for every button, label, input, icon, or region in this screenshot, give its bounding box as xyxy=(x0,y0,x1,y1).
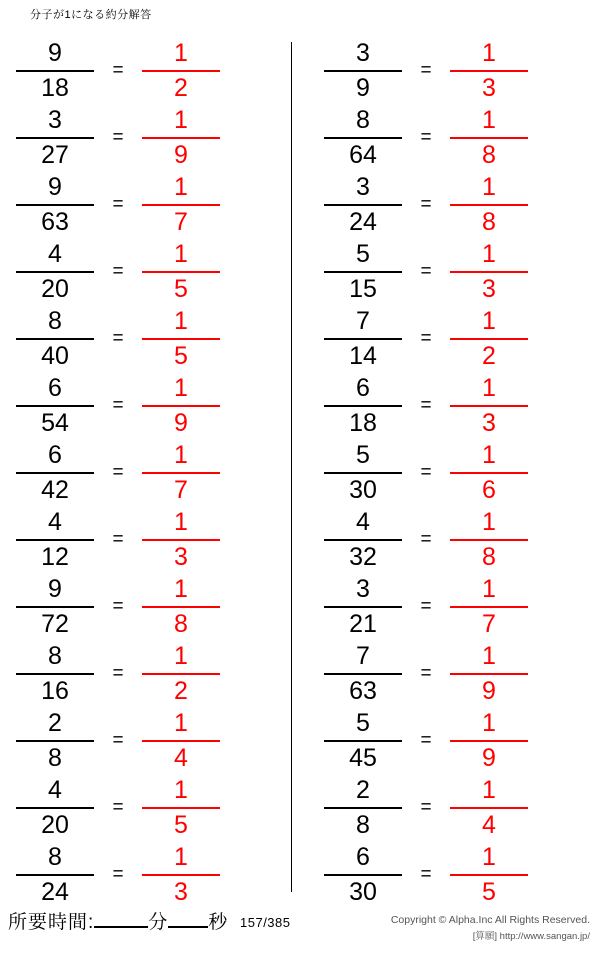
fraction-bar xyxy=(324,606,402,608)
answer-denominator: 6 xyxy=(482,475,496,504)
numerator: 3 xyxy=(356,39,370,68)
numerator: 8 xyxy=(48,307,62,336)
numerator: 4 xyxy=(48,240,62,269)
fraction-bar xyxy=(16,70,94,72)
fraction-bar xyxy=(16,740,94,742)
answer-numerator: 1 xyxy=(482,842,496,871)
fraction-bar xyxy=(324,472,402,474)
answer-fraction xyxy=(136,708,226,772)
numerator: 9 xyxy=(48,39,62,68)
numerator: 5 xyxy=(356,708,370,737)
denominator: 30 xyxy=(349,475,377,504)
elapsed-time-label: 所要時間: xyxy=(8,912,95,933)
denominator: 24 xyxy=(349,208,377,237)
problem-fraction xyxy=(318,574,408,638)
page-number: 157/385 xyxy=(240,915,291,930)
answer-fraction xyxy=(444,376,534,436)
denominator: 8 xyxy=(48,743,62,772)
answer-fraction xyxy=(136,775,226,839)
elapsed-time-field xyxy=(8,907,228,934)
problem-fraction xyxy=(318,708,408,772)
answer-fraction xyxy=(444,775,534,839)
answer-numerator: 1 xyxy=(174,173,188,202)
fraction-bar xyxy=(16,338,94,340)
problem-row xyxy=(318,440,600,507)
answer-fraction-bar xyxy=(142,539,220,541)
answer-fraction-bar xyxy=(450,606,528,608)
fraction-bar xyxy=(16,539,94,541)
numerator: 3 xyxy=(356,574,370,603)
denominator: 9 xyxy=(356,74,370,103)
denominator: 27 xyxy=(41,141,69,170)
answer-fraction xyxy=(444,242,534,302)
problem-row xyxy=(10,373,300,440)
answer-fraction xyxy=(136,440,226,504)
problem-row xyxy=(318,239,600,306)
answer-denominator: 9 xyxy=(482,676,496,705)
numerator: 4 xyxy=(48,775,62,804)
numerator: 8 xyxy=(356,106,370,135)
problem-columns xyxy=(0,38,600,908)
denominator: 16 xyxy=(41,676,69,705)
answer-fraction xyxy=(136,175,226,235)
answer-numerator: 1 xyxy=(174,842,188,871)
answer-denominator: 7 xyxy=(174,208,188,237)
equals-sign: = xyxy=(420,461,432,483)
answer-numerator: 1 xyxy=(174,775,188,804)
equals-sign: = xyxy=(112,528,124,550)
problem-fraction xyxy=(318,242,408,302)
answer-denominator: 8 xyxy=(482,208,496,237)
problem-row xyxy=(10,774,300,841)
problem-row xyxy=(318,38,600,105)
answer-fraction-bar xyxy=(450,740,528,742)
answer-numerator: 1 xyxy=(174,708,188,737)
equals-sign: = xyxy=(112,863,124,885)
answer-fraction-bar xyxy=(450,204,528,206)
numerator: 4 xyxy=(48,507,62,536)
answer-fraction-bar xyxy=(142,271,220,273)
problem-row xyxy=(10,38,300,105)
numerator: 6 xyxy=(356,374,370,403)
denominator: 72 xyxy=(41,609,69,638)
denominator: 18 xyxy=(349,409,377,438)
equals-sign: = xyxy=(420,796,432,818)
problem-fraction xyxy=(10,175,100,235)
answer-numerator: 1 xyxy=(174,240,188,269)
answer-fraction xyxy=(444,309,534,369)
problem-row xyxy=(10,640,300,707)
answer-fraction-bar xyxy=(142,70,220,72)
answer-fraction xyxy=(444,175,534,235)
fraction-bar xyxy=(324,740,402,742)
page-title: 分子が1になる約分解答 xyxy=(30,9,152,21)
denominator: 63 xyxy=(41,208,69,237)
problem-fraction xyxy=(318,108,408,168)
answer-fraction-bar xyxy=(142,405,220,407)
answer-fraction-bar xyxy=(450,271,528,273)
answer-fraction-bar xyxy=(142,204,220,206)
problem-row xyxy=(318,707,600,774)
equals-sign: = xyxy=(420,395,432,417)
fraction-bar xyxy=(324,137,402,139)
answer-denominator: 2 xyxy=(174,74,188,103)
equals-sign: = xyxy=(420,127,432,149)
answer-fraction xyxy=(444,507,534,571)
fraction-bar xyxy=(324,70,402,72)
denominator: 40 xyxy=(41,342,69,371)
answer-fraction xyxy=(444,41,534,101)
equals-sign: = xyxy=(420,328,432,350)
answer-denominator: 7 xyxy=(174,475,188,504)
fraction-bar xyxy=(324,405,402,407)
denominator: 54 xyxy=(41,409,69,438)
denominator: 64 xyxy=(349,141,377,170)
answer-denominator: 3 xyxy=(482,275,496,304)
minutes-unit: 分 xyxy=(148,912,169,933)
copyright-text: Copyright © Alpha.Inc All Rights Reserved. xyxy=(390,914,590,926)
fraction-bar xyxy=(324,539,402,541)
minutes-blank xyxy=(94,926,148,928)
problem-row xyxy=(10,440,300,507)
denominator: 20 xyxy=(41,275,69,304)
answer-fraction-bar xyxy=(450,70,528,72)
answer-denominator: 8 xyxy=(482,141,496,170)
answer-denominator: 7 xyxy=(482,609,496,638)
problem-fraction xyxy=(10,108,100,168)
equals-sign: = xyxy=(420,863,432,885)
answer-numerator: 1 xyxy=(174,507,188,536)
answer-fraction-bar xyxy=(450,539,528,541)
problem-row xyxy=(10,707,300,774)
denominator: 20 xyxy=(41,810,69,839)
fraction-bar xyxy=(324,338,402,340)
answer-fraction xyxy=(136,108,226,168)
problem-fraction xyxy=(318,641,408,705)
equals-sign: = xyxy=(112,729,124,751)
equals-sign: = xyxy=(112,60,124,82)
numerator: 8 xyxy=(48,842,62,871)
problem-column-left xyxy=(0,38,300,908)
answer-numerator: 1 xyxy=(482,574,496,603)
problem-row xyxy=(318,172,600,239)
answer-fraction-bar xyxy=(142,740,220,742)
equals-sign: = xyxy=(420,528,432,550)
answer-denominator: 9 xyxy=(174,141,188,170)
equals-sign: = xyxy=(112,595,124,617)
problem-fraction xyxy=(10,708,100,772)
answer-fraction xyxy=(136,41,226,101)
problem-row xyxy=(318,373,600,440)
fraction-bar xyxy=(324,874,402,876)
problem-fraction xyxy=(10,775,100,839)
answer-fraction xyxy=(444,440,534,504)
numerator: 6 xyxy=(48,440,62,469)
seconds-unit: 秒 xyxy=(208,912,229,933)
problem-row xyxy=(10,841,300,908)
answer-fraction xyxy=(136,242,226,302)
problem-fraction xyxy=(318,376,408,436)
answer-denominator: 8 xyxy=(174,609,188,638)
answer-fraction-bar xyxy=(142,673,220,675)
problem-row xyxy=(318,573,600,640)
answer-numerator: 1 xyxy=(482,708,496,737)
numerator: 6 xyxy=(48,374,62,403)
answer-numerator: 1 xyxy=(174,39,188,68)
equals-sign: = xyxy=(420,261,432,283)
answer-fraction-bar xyxy=(142,874,220,876)
problem-row xyxy=(10,506,300,573)
answer-numerator: 1 xyxy=(482,641,496,670)
problem-row xyxy=(318,506,600,573)
equals-sign: = xyxy=(112,395,124,417)
equals-sign: = xyxy=(112,328,124,350)
answer-numerator: 1 xyxy=(482,240,496,269)
answer-denominator: 8 xyxy=(482,542,496,571)
answer-fraction-bar xyxy=(450,874,528,876)
denominator: 12 xyxy=(41,542,69,571)
denominator: 15 xyxy=(349,275,377,304)
denominator: 18 xyxy=(41,74,69,103)
fraction-bar xyxy=(324,807,402,809)
answer-numerator: 1 xyxy=(482,106,496,135)
fraction-bar xyxy=(324,673,402,675)
answer-numerator: 1 xyxy=(174,106,188,135)
denominator: 14 xyxy=(349,342,377,371)
answer-numerator: 1 xyxy=(482,440,496,469)
equals-sign: = xyxy=(420,60,432,82)
problem-column-right xyxy=(300,38,600,908)
problem-fraction xyxy=(10,842,100,906)
answer-numerator: 1 xyxy=(482,507,496,536)
answer-fraction-bar xyxy=(450,405,528,407)
numerator: 5 xyxy=(356,240,370,269)
fraction-bar xyxy=(16,807,94,809)
answer-denominator: 4 xyxy=(174,743,188,772)
answer-numerator: 1 xyxy=(482,39,496,68)
answer-fraction xyxy=(136,641,226,705)
problem-row xyxy=(318,105,600,172)
seconds-blank xyxy=(168,926,208,928)
numerator: 8 xyxy=(48,641,62,670)
problem-fraction xyxy=(318,775,408,839)
answer-fraction-bar xyxy=(142,137,220,139)
answer-fraction-bar xyxy=(142,807,220,809)
answer-numerator: 1 xyxy=(174,307,188,336)
numerator: 9 xyxy=(48,173,62,202)
answer-fraction xyxy=(444,574,534,638)
problem-fraction xyxy=(318,309,408,369)
answer-denominator: 5 xyxy=(174,810,188,839)
problem-row xyxy=(10,306,300,373)
numerator: 3 xyxy=(356,173,370,202)
fraction-bar xyxy=(16,472,94,474)
numerator: 3 xyxy=(48,106,62,135)
answer-numerator: 1 xyxy=(174,440,188,469)
answer-denominator: 3 xyxy=(174,877,188,906)
denominator: 21 xyxy=(349,609,377,638)
answer-numerator: 1 xyxy=(482,173,496,202)
numerator: 5 xyxy=(356,440,370,469)
equals-sign: = xyxy=(112,194,124,216)
fraction-bar xyxy=(16,673,94,675)
answer-fraction-bar xyxy=(450,673,528,675)
numerator: 7 xyxy=(356,307,370,336)
problem-row xyxy=(318,306,600,373)
numerator: 2 xyxy=(356,775,370,804)
equals-sign: = xyxy=(112,796,124,818)
site-url: [算願] http://www.sangan.jp/ xyxy=(472,931,590,942)
numerator: 2 xyxy=(48,708,62,737)
problem-row xyxy=(10,573,300,640)
answer-fraction-bar xyxy=(450,472,528,474)
answer-numerator: 1 xyxy=(482,307,496,336)
problem-fraction xyxy=(10,242,100,302)
answer-numerator: 1 xyxy=(174,641,188,670)
numerator: 7 xyxy=(356,641,370,670)
problem-fraction xyxy=(318,507,408,571)
problem-fraction xyxy=(10,574,100,638)
problem-fraction xyxy=(10,376,100,436)
equals-sign: = xyxy=(420,662,432,684)
answer-fraction xyxy=(444,842,534,906)
answer-fraction xyxy=(136,574,226,638)
answer-denominator: 9 xyxy=(482,743,496,772)
problem-row xyxy=(318,841,600,908)
problem-fraction xyxy=(10,507,100,571)
equals-sign: = xyxy=(420,729,432,751)
answer-denominator: 4 xyxy=(482,810,496,839)
problem-row xyxy=(318,774,600,841)
fraction-bar xyxy=(324,204,402,206)
answer-fraction xyxy=(136,309,226,369)
problem-fraction xyxy=(10,440,100,504)
numerator: 9 xyxy=(48,574,62,603)
answer-denominator: 3 xyxy=(482,74,496,103)
equals-sign: = xyxy=(112,127,124,149)
problem-row xyxy=(10,105,300,172)
answer-numerator: 1 xyxy=(482,374,496,403)
answer-denominator: 5 xyxy=(482,877,496,906)
answer-fraction-bar xyxy=(450,338,528,340)
numerator: 4 xyxy=(356,507,370,536)
denominator: 63 xyxy=(349,676,377,705)
answer-denominator: 5 xyxy=(174,275,188,304)
denominator: 30 xyxy=(349,877,377,906)
denominator: 24 xyxy=(41,877,69,906)
problem-fraction xyxy=(318,842,408,906)
answer-denominator: 9 xyxy=(174,409,188,438)
problem-fraction xyxy=(318,440,408,504)
answer-denominator: 5 xyxy=(174,342,188,371)
denominator: 8 xyxy=(356,810,370,839)
problem-row xyxy=(10,172,300,239)
equals-sign: = xyxy=(112,662,124,684)
problem-fraction xyxy=(318,41,408,101)
problem-fraction xyxy=(10,309,100,369)
answer-fraction xyxy=(136,376,226,436)
answer-fraction-bar xyxy=(142,606,220,608)
problem-row xyxy=(318,640,600,707)
answer-denominator: 2 xyxy=(482,342,496,371)
fraction-bar xyxy=(16,204,94,206)
denominator: 45 xyxy=(349,743,377,772)
answer-fraction xyxy=(136,842,226,906)
answer-numerator: 1 xyxy=(482,775,496,804)
answer-denominator: 3 xyxy=(174,542,188,571)
answer-denominator: 2 xyxy=(174,676,188,705)
equals-sign: = xyxy=(420,595,432,617)
denominator: 32 xyxy=(349,542,377,571)
answer-fraction-bar xyxy=(142,472,220,474)
answer-fraction xyxy=(444,641,534,705)
equals-sign: = xyxy=(420,194,432,216)
problem-row xyxy=(10,239,300,306)
problem-fraction xyxy=(10,641,100,705)
fraction-bar xyxy=(16,271,94,273)
answer-fraction xyxy=(136,507,226,571)
page-footer xyxy=(0,900,600,956)
answer-fraction-bar xyxy=(142,338,220,340)
answer-fraction xyxy=(444,108,534,168)
fraction-bar xyxy=(16,606,94,608)
answer-numerator: 1 xyxy=(174,374,188,403)
answer-fraction-bar xyxy=(450,807,528,809)
equals-sign: = xyxy=(112,461,124,483)
answer-denominator: 3 xyxy=(482,409,496,438)
problem-fraction xyxy=(318,175,408,235)
denominator: 42 xyxy=(41,475,69,504)
fraction-bar xyxy=(324,271,402,273)
fraction-bar xyxy=(16,137,94,139)
problem-fraction xyxy=(10,41,100,101)
fraction-bar xyxy=(16,874,94,876)
equals-sign: = xyxy=(112,261,124,283)
answer-fraction-bar xyxy=(450,137,528,139)
answer-fraction xyxy=(444,708,534,772)
answer-numerator: 1 xyxy=(174,574,188,603)
fraction-bar xyxy=(16,405,94,407)
numerator: 6 xyxy=(356,842,370,871)
